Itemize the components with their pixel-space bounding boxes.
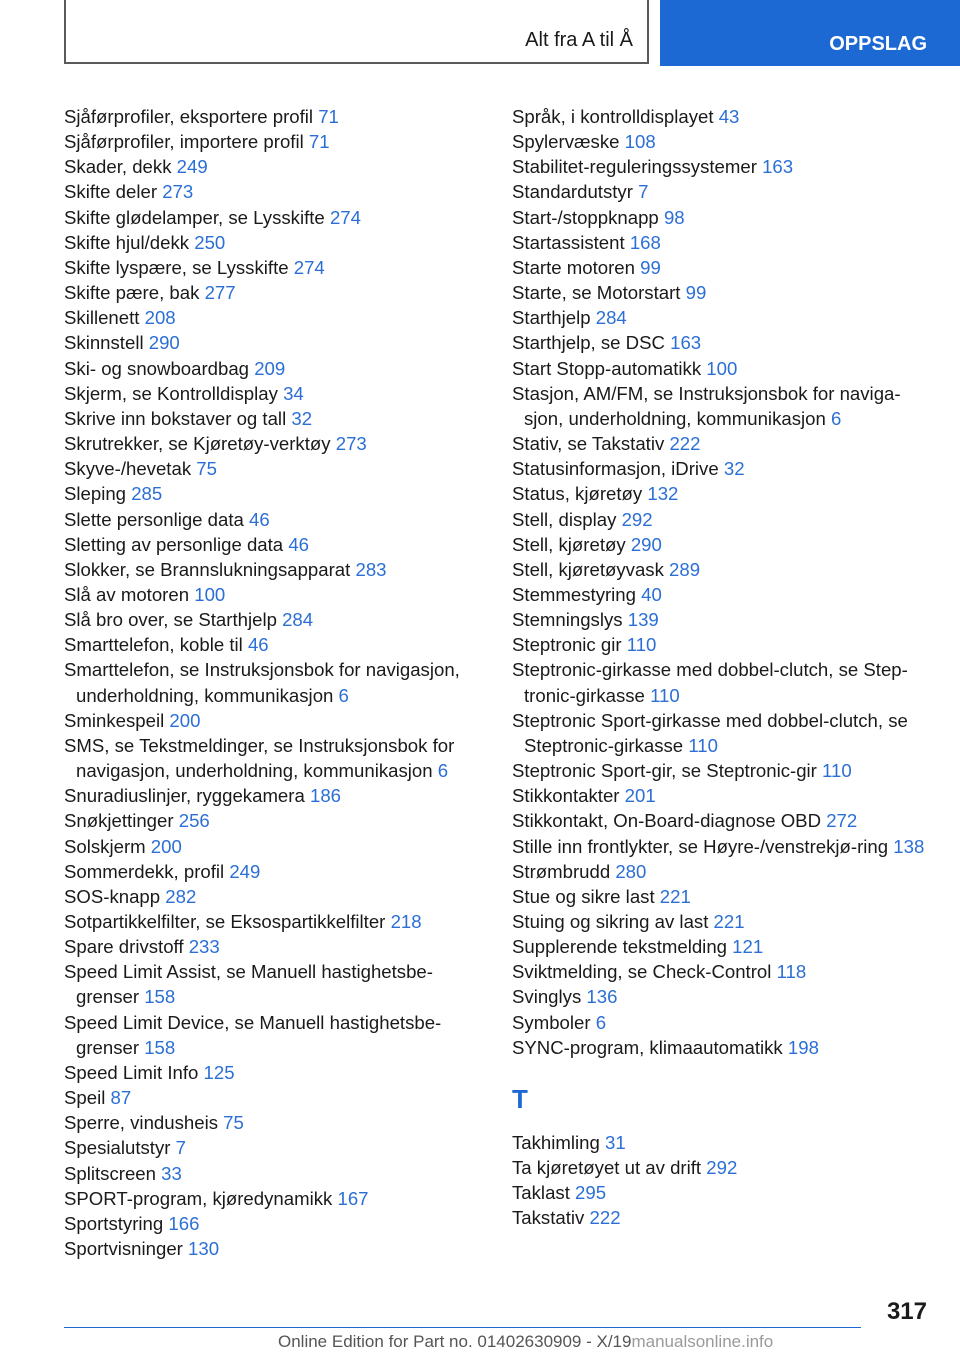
index-entry bbox=[512, 1180, 932, 1205]
index-entry bbox=[512, 834, 932, 859]
index-entry bbox=[512, 255, 932, 280]
index-term: Skifte hjul/dekk bbox=[64, 231, 190, 253]
index-term: SMS, se Tekstmeldinger, se Instruksjonsbok for navigasjon, underholdning, kommunikasjon bbox=[64, 734, 455, 782]
index-term: Splitscreen bbox=[64, 1162, 156, 1184]
index-term: Skrive inn bokstaver og tall bbox=[64, 407, 287, 429]
page-link[interactable]: 292 bbox=[621, 508, 653, 530]
index-entry bbox=[64, 859, 484, 884]
page-link[interactable]: 200 bbox=[169, 709, 201, 731]
index-entry bbox=[512, 884, 932, 909]
index-entry bbox=[64, 154, 484, 179]
index-term: Slette personlige data bbox=[64, 508, 244, 530]
index-entry bbox=[512, 1010, 932, 1035]
index-entry bbox=[512, 230, 932, 255]
page-link[interactable]: 222 bbox=[669, 433, 701, 455]
page-link[interactable]: 110 bbox=[626, 634, 657, 656]
index-term: Skrutrekker, se Kjøretøy-verktøy bbox=[64, 433, 331, 455]
page-link[interactable]: 31 bbox=[605, 1131, 626, 1153]
index-entry bbox=[64, 1085, 484, 1110]
index-entry bbox=[64, 456, 484, 481]
index-term: Spare drivstoff bbox=[64, 936, 184, 958]
index-entry bbox=[64, 1211, 484, 1236]
page-link[interactable]: 186 bbox=[309, 785, 342, 807]
index-term: Sminkespeil bbox=[64, 709, 165, 731]
index-entry bbox=[64, 834, 484, 859]
index-term: Språk, i kontrolldisplayet bbox=[512, 106, 714, 127]
index-term: Takstativ bbox=[512, 1207, 585, 1229]
index-term: Sperre, vindusheis bbox=[64, 1112, 218, 1134]
index-entry bbox=[512, 984, 932, 1009]
index-term: Sportstyring bbox=[64, 1212, 164, 1234]
index-term: Sommerdekk, profil bbox=[64, 860, 225, 882]
index-term: Spesialutstyr bbox=[64, 1137, 171, 1159]
index-entry bbox=[512, 1155, 932, 1180]
page-link[interactable]: 290 bbox=[148, 332, 180, 354]
index-term: Slokker, se Brannslukningsapparat bbox=[64, 558, 351, 580]
index-entry bbox=[512, 708, 932, 758]
page-link[interactable]: 87 bbox=[110, 1087, 132, 1109]
page-link[interactable]: 7 bbox=[638, 181, 649, 203]
index-term: Sletting av personlige data bbox=[64, 533, 284, 555]
index-term: Stemmestyring bbox=[512, 583, 636, 605]
page-link[interactable]: 46 bbox=[249, 508, 270, 530]
index-term: Supplerende tekstmelding bbox=[512, 936, 727, 958]
index-term: Skifte glødelamper, se Lysskifte bbox=[64, 206, 325, 228]
page-link[interactable]: 163 bbox=[762, 156, 794, 178]
page-link[interactable]: 289 bbox=[669, 558, 701, 580]
page-link[interactable]: 110 bbox=[688, 734, 718, 756]
index-term: Stemningslys bbox=[512, 609, 623, 631]
page-link[interactable]: 272 bbox=[826, 810, 858, 832]
index-term: Stabilitet-reguleringssystemer bbox=[512, 156, 757, 178]
index-entry bbox=[512, 582, 932, 607]
page-link[interactable]: 163 bbox=[670, 332, 702, 354]
page-link[interactable]: 256 bbox=[178, 810, 210, 832]
page-link[interactable]: 277 bbox=[204, 282, 236, 304]
index-entry bbox=[64, 1135, 484, 1160]
page-link[interactable]: 166 bbox=[168, 1212, 200, 1234]
index-entry bbox=[512, 959, 932, 984]
page-link[interactable]: 209 bbox=[254, 357, 286, 379]
index-entry bbox=[512, 934, 932, 959]
index-term: Stasjon, AM/FM, se Instruksjonsbok for naviga-sjon, underholdning, kommunikasjon bbox=[512, 382, 901, 429]
index-entry bbox=[64, 557, 484, 582]
index-column-right bbox=[512, 104, 932, 1231]
page-link[interactable]: 6 bbox=[437, 760, 449, 782]
index-term: Status, kjøretøy bbox=[512, 483, 643, 505]
page-link[interactable]: 75 bbox=[223, 1112, 244, 1134]
page-link[interactable]: 110 bbox=[650, 684, 680, 706]
index-entry bbox=[512, 381, 932, 431]
page-link[interactable]: 200 bbox=[150, 835, 182, 857]
index-entry bbox=[64, 708, 484, 733]
index-group-t bbox=[512, 1130, 932, 1231]
page-link[interactable]: 43 bbox=[718, 106, 740, 127]
index-entry bbox=[512, 129, 932, 154]
index-term: Snuradiuslinjer, ryggekamera bbox=[64, 785, 305, 807]
index-term: Skyve-/hevetak bbox=[64, 458, 192, 480]
index-entry bbox=[512, 104, 932, 129]
index-entry bbox=[512, 607, 932, 632]
index-term: Sleping bbox=[64, 483, 127, 505]
page-link[interactable]: 273 bbox=[335, 433, 367, 455]
chapter-tab-label: OPPSLAG bbox=[829, 33, 927, 55]
index-term: Speed Limit Device, se Manuell hastighetsbe-grenser bbox=[64, 1011, 442, 1058]
index-entry bbox=[64, 205, 484, 230]
page-link[interactable]: 158 bbox=[144, 986, 176, 1008]
page-link[interactable]: 71 bbox=[308, 131, 330, 153]
index-entry bbox=[64, 783, 484, 808]
index-entry bbox=[512, 808, 932, 833]
index-entry bbox=[512, 507, 932, 532]
index-entry bbox=[64, 1186, 484, 1211]
footer-divider bbox=[64, 1327, 861, 1328]
page-link[interactable]: 33 bbox=[161, 1162, 182, 1184]
page-link[interactable]: 118 bbox=[776, 961, 807, 983]
index-term: Stell, display bbox=[512, 508, 617, 530]
index-entry bbox=[512, 532, 932, 557]
page-link[interactable]: 46 bbox=[288, 533, 309, 555]
page-link[interactable]: 32 bbox=[291, 407, 313, 429]
page-link[interactable]: 99 bbox=[640, 256, 661, 278]
page-link[interactable]: 283 bbox=[355, 558, 387, 580]
index-entry bbox=[64, 255, 484, 280]
index-entry bbox=[64, 507, 484, 532]
index-entry bbox=[512, 305, 932, 330]
index-term: Stikkontakt, On-Board-diagnose OBD bbox=[512, 810, 822, 832]
index-entry bbox=[512, 356, 932, 381]
page-link[interactable]: 292 bbox=[706, 1157, 738, 1179]
index-entry bbox=[64, 909, 484, 934]
index-term: Svinglys bbox=[512, 986, 582, 1008]
page-link[interactable]: 46 bbox=[247, 634, 269, 656]
index-term: Solskjerm bbox=[64, 835, 146, 857]
index-term: Ski- og snowboardbag bbox=[64, 357, 250, 379]
index-entry bbox=[64, 330, 484, 355]
index-term: Statusinformasjon, iDrive bbox=[512, 458, 719, 480]
index-term: Sotpartikkelfilter, se Eksospartikkelfilter bbox=[64, 911, 386, 932]
index-entry bbox=[64, 230, 484, 255]
page-link[interactable]: 136 bbox=[586, 986, 618, 1008]
index-entry bbox=[64, 1060, 484, 1085]
index-term: Standardutstyr bbox=[512, 181, 633, 203]
index-term: Steptronic Sport-girkasse med dobbel-clutch, se Steptronic-girkasse bbox=[512, 709, 908, 756]
edition-text: Online Edition for Part no. 01402630909 - X/19 bbox=[278, 1332, 632, 1351]
index-entry bbox=[64, 280, 484, 305]
page-link[interactable]: 6 bbox=[595, 1011, 607, 1033]
index-entry bbox=[64, 406, 484, 431]
page-link[interactable]: 274 bbox=[329, 206, 361, 228]
page-link[interactable]: 274 bbox=[293, 256, 325, 278]
page-link[interactable]: 100 bbox=[194, 583, 226, 605]
index-term: Stikkontakter bbox=[512, 785, 620, 807]
index-term: Symboler bbox=[512, 1011, 591, 1033]
index-term: Skifte pære, bak bbox=[64, 282, 200, 304]
index-term: Stue og sikre last bbox=[512, 885, 655, 907]
index-term: Spylervæske bbox=[512, 131, 620, 153]
page-link[interactable]: 75 bbox=[196, 458, 217, 480]
index-term: Speed Limit Assist, se Manuell hastighetsbe-grenser bbox=[64, 961, 433, 1008]
index-entry bbox=[512, 456, 932, 481]
index-entry bbox=[512, 280, 932, 305]
index-entry bbox=[64, 607, 484, 632]
index-term: Stille inn frontlykter, se Høyre-/venstrekjø-ring bbox=[512, 835, 889, 857]
index-term: Takhimling bbox=[512, 1131, 600, 1153]
index-term: Ta kjøretøyet ut av drift bbox=[512, 1157, 702, 1179]
index-term: Skader, dekk bbox=[64, 156, 172, 178]
page-link[interactable]: 167 bbox=[337, 1187, 369, 1209]
page-link[interactable]: 222 bbox=[589, 1207, 621, 1229]
page-link[interactable]: 273 bbox=[162, 181, 194, 203]
page-link[interactable]: 233 bbox=[188, 936, 220, 958]
index-term: Sportvisninger bbox=[64, 1238, 183, 1260]
index-term: Speil bbox=[64, 1087, 106, 1109]
index-entry bbox=[512, 330, 932, 355]
index-entry bbox=[64, 129, 484, 154]
page-link[interactable]: 198 bbox=[787, 1036, 819, 1058]
index-entry bbox=[512, 758, 932, 783]
index-entry bbox=[512, 909, 932, 934]
page-link[interactable]: 125 bbox=[203, 1061, 235, 1083]
page-link[interactable]: 138 bbox=[893, 835, 925, 857]
index-term: Strømbrudd bbox=[512, 860, 611, 882]
index-entry bbox=[64, 808, 484, 833]
index-term: SOS-knapp bbox=[64, 885, 161, 907]
index-entry bbox=[512, 205, 932, 230]
index-term: Starthjelp, se DSC bbox=[512, 332, 665, 354]
index-term: Smarttelefon, se Instruksjonsbok for navigasjon, underholdning, kommunikasjon bbox=[64, 659, 460, 706]
index-term: Taklast bbox=[512, 1182, 570, 1204]
index-entry bbox=[64, 632, 484, 657]
page-link[interactable]: 7 bbox=[175, 1137, 186, 1159]
section-letter-t: T bbox=[512, 1083, 528, 1114]
index-entry bbox=[64, 1161, 484, 1186]
page-link[interactable]: 218 bbox=[390, 911, 422, 932]
index-term: Skinnstell bbox=[64, 332, 144, 354]
index-term: Sviktmelding, se Check-Control bbox=[512, 961, 772, 983]
page-link[interactable]: 32 bbox=[723, 458, 745, 480]
index-entry bbox=[64, 1010, 484, 1060]
page-link[interactable]: 290 bbox=[630, 533, 662, 555]
index-entry bbox=[64, 1236, 484, 1261]
watermark-text: manualsonline.info bbox=[631, 1332, 774, 1351]
index-entry bbox=[512, 783, 932, 808]
index-entry bbox=[64, 356, 484, 381]
index-term: Skjerm, se Kontrolldisplay bbox=[64, 382, 278, 404]
page-link[interactable]: 221 bbox=[713, 911, 745, 932]
index-entry bbox=[512, 1035, 932, 1060]
page-link[interactable]: 121 bbox=[732, 936, 764, 958]
page-link[interactable]: 130 bbox=[188, 1238, 220, 1260]
page-link[interactable]: 208 bbox=[144, 307, 176, 329]
page-link[interactable]: 249 bbox=[229, 860, 261, 882]
index-term: Steptronic Sport-gir, se Steptronic-gir bbox=[512, 760, 817, 782]
page-link[interactable]: 221 bbox=[659, 885, 691, 907]
index-term: Smarttelefon, koble til bbox=[64, 634, 243, 656]
footer-edition bbox=[278, 1332, 773, 1352]
index-term: Stativ, se Takstativ bbox=[512, 433, 665, 455]
page-link[interactable]: 40 bbox=[641, 583, 662, 605]
index-entry bbox=[64, 381, 484, 406]
index-term: Sjåførprofiler, eksportere profil bbox=[64, 106, 314, 127]
index-term: SYNC-program, klimaautomatikk bbox=[512, 1036, 783, 1058]
index-entry bbox=[64, 104, 484, 129]
index-entry bbox=[64, 1110, 484, 1135]
index-entry bbox=[64, 431, 484, 456]
index-term: Speed Limit Info bbox=[64, 1061, 199, 1083]
page-link[interactable]: 284 bbox=[595, 307, 627, 329]
index-entry bbox=[64, 532, 484, 557]
index-entry bbox=[64, 733, 484, 783]
index-term: Start-/stoppknapp bbox=[512, 206, 659, 228]
index-term: Stell, kjøretøy bbox=[512, 533, 626, 555]
index-entry bbox=[64, 934, 484, 959]
page-link[interactable]: 280 bbox=[615, 860, 647, 882]
index-entry bbox=[512, 1205, 932, 1230]
page-link[interactable]: 34 bbox=[283, 382, 304, 404]
index-term: Skifte lyspære, se Lysskifte bbox=[64, 256, 289, 278]
index-term: Starte, se Motorstart bbox=[512, 282, 681, 304]
index-term: Steptronic-girkasse med dobbel-clutch, se Step-tronic-girkasse bbox=[512, 659, 908, 706]
page-link[interactable]: 249 bbox=[176, 156, 208, 178]
page-number: 317 bbox=[886, 1298, 927, 1325]
chapter-tab[interactable] bbox=[660, 0, 960, 66]
page-link[interactable]: 110 bbox=[822, 760, 852, 782]
index-term: Starte motoren bbox=[512, 256, 635, 278]
index-term: Snøkjettinger bbox=[64, 810, 174, 832]
index-entry bbox=[64, 481, 484, 506]
page-link[interactable]: 284 bbox=[282, 609, 314, 631]
index-term: Starthjelp bbox=[512, 307, 591, 329]
index-term: SPORT-program, kjøredynamikk bbox=[64, 1187, 333, 1209]
index-term: Sjåførprofiler, importere profil bbox=[64, 131, 304, 153]
index-entry bbox=[64, 884, 484, 909]
index-entry bbox=[64, 657, 484, 707]
page-link[interactable]: 282 bbox=[165, 885, 197, 907]
index-column-left bbox=[64, 104, 484, 1261]
index-term: Skifte deler bbox=[64, 181, 158, 203]
header-frame bbox=[64, 0, 649, 64]
index-entry bbox=[512, 859, 932, 884]
index-term: Stell, kjøretøyvask bbox=[512, 558, 664, 580]
page-link[interactable]: 132 bbox=[647, 483, 679, 505]
page-link[interactable]: 6 bbox=[338, 684, 349, 706]
section-title: Alt fra A til Å bbox=[525, 29, 633, 51]
page-link[interactable]: 158 bbox=[144, 1036, 176, 1058]
index-entry bbox=[64, 305, 484, 330]
page-link[interactable]: 98 bbox=[663, 206, 685, 228]
index-entry bbox=[64, 959, 484, 1009]
page-link[interactable]: 201 bbox=[624, 785, 656, 807]
index-term: Steptronic gir bbox=[512, 634, 622, 656]
index-term: Skillenett bbox=[64, 307, 140, 329]
page-link[interactable]: 108 bbox=[624, 131, 656, 153]
page-link[interactable]: 100 bbox=[706, 357, 738, 379]
index-term: Slå bro over, se Starthjelp bbox=[64, 609, 277, 631]
index-entry bbox=[64, 179, 484, 204]
page-link[interactable]: 168 bbox=[629, 231, 661, 253]
index-term: Slå av motoren bbox=[64, 583, 190, 605]
index-term: Stuing og sikring av last bbox=[512, 911, 709, 932]
page-link[interactable]: 250 bbox=[194, 231, 226, 253]
index-entry bbox=[512, 657, 932, 707]
index-term: Startassistent bbox=[512, 231, 625, 253]
page-link[interactable]: 139 bbox=[627, 609, 659, 631]
page-link[interactable]: 99 bbox=[685, 282, 707, 304]
page-link[interactable]: 71 bbox=[318, 106, 339, 127]
index-entry bbox=[512, 179, 932, 204]
index-entry bbox=[512, 1130, 932, 1155]
index-term: Start Stopp-automatikk bbox=[512, 357, 702, 379]
index-entry bbox=[512, 431, 932, 456]
page-link[interactable]: 295 bbox=[575, 1182, 607, 1204]
index-entry bbox=[512, 632, 932, 657]
page-link[interactable]: 6 bbox=[830, 407, 842, 429]
page-link[interactable]: 285 bbox=[131, 483, 163, 505]
index-entry bbox=[512, 481, 932, 506]
index-group-s bbox=[512, 104, 932, 1060]
index-entry bbox=[512, 154, 932, 179]
index-entry bbox=[512, 557, 932, 582]
index-entry bbox=[64, 582, 484, 607]
